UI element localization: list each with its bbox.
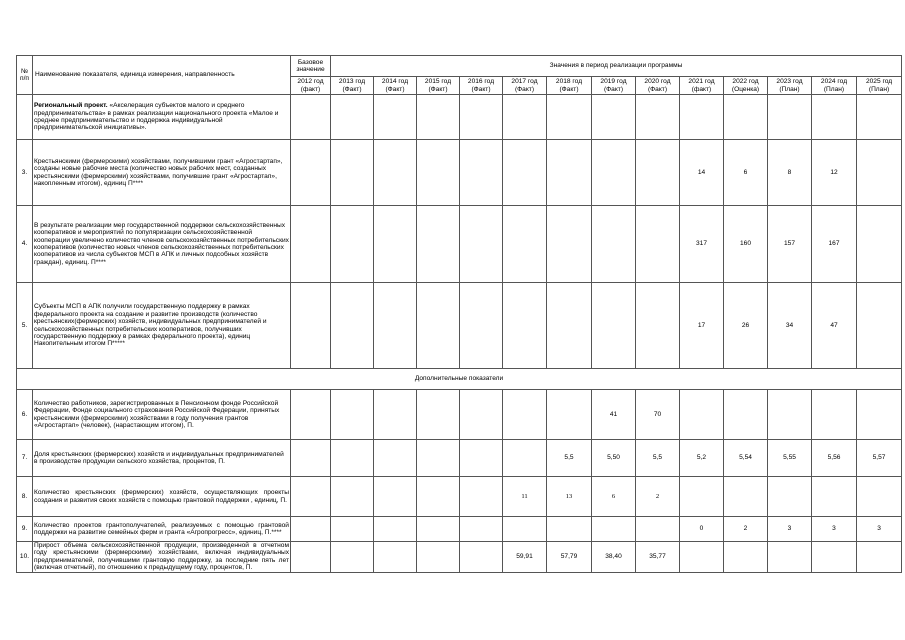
header-year: 2015 год (Факт) [417, 77, 460, 95]
value-cell [291, 283, 331, 369]
value-cell [417, 440, 460, 477]
value-cell [331, 477, 374, 517]
value-cell [291, 206, 331, 283]
value-cell [417, 517, 460, 542]
value-cell [503, 517, 547, 542]
value-cell [503, 206, 547, 283]
value-cell [331, 542, 374, 573]
indicator-name: Субъекты МСП в АПК получили государственную поддержку в рамках федерального проекта на создание и развитие производств (количество крестьянских(фермерских) хозяйств, индивидуальных предпринимателей и сельскохозяйственных потребительских кооперативов, получивших государственную поддержку в рамках федерального проекта), единиц Накопительным итогом П***** [33, 283, 291, 369]
value-cell [374, 542, 417, 573]
value-cell [460, 477, 503, 517]
header-year: 2017 год (Факт) [503, 77, 547, 95]
header-year: 2025 год (План) [857, 77, 902, 95]
indicator-name: Прирост объема сельскохозяйственной продукции, произведенной в отчетном году крестьянскими (фермерскими) хозяйствами, включая индивидуальных предпринимателей, получившими грантовую поддержку, за последние пять лет (включая отчетный), по отношению к предыдущему году, процентов, П. [34, 542, 289, 572]
header-base: Базовое значение [291, 56, 331, 77]
value-cell [291, 477, 331, 517]
value-cell: 26 [724, 283, 768, 369]
table-row [17, 440, 902, 477]
value-cell [636, 140, 680, 206]
value-cell: 5,57 [857, 440, 902, 477]
value-cell [291, 517, 331, 542]
indicator-name: Крестьянскими (фермерскими) хозяйствами, получившими грант «Агростартап», созданы новые рабочие места (количество новых рабочих мест, созданных крестьянскими (фермерскими) хозяйствами, получившие грант «Агростартап», накопленным итогом), единиц П**** [33, 140, 291, 206]
value-cell [636, 517, 680, 542]
project-title: Региональный проект. [34, 102, 108, 110]
header-year: 2021 год (факт) [680, 77, 724, 95]
value-cell [768, 542, 812, 573]
value-cell [547, 206, 592, 283]
empty-cell [547, 95, 592, 140]
header-name: Наименование показателя, единица измерения, направленность [33, 56, 291, 95]
row-number: 3. [17, 140, 33, 206]
value-cell [291, 542, 331, 573]
value-cell [768, 477, 812, 517]
value-cell [857, 206, 902, 283]
header-year: 2023 год (План) [768, 77, 812, 95]
value-cell [857, 283, 902, 369]
value-cell: 12 [812, 140, 857, 206]
row-number: 9. [17, 517, 33, 542]
value-cell: 41 [592, 390, 636, 440]
value-cell [291, 440, 331, 477]
value-cell [857, 477, 902, 517]
section-row [17, 369, 902, 390]
value-cell [417, 477, 460, 517]
value-cell: 2 [636, 477, 680, 517]
value-cell: 167 [812, 206, 857, 283]
header-year: 2016 год (Факт) [460, 77, 503, 95]
value-cell: 3 [857, 517, 902, 542]
value-cell: 5,56 [812, 440, 857, 477]
value-cell [680, 390, 724, 440]
project-title-cell [33, 95, 291, 140]
value-cell: 0 [680, 517, 724, 542]
value-cell: 2 [724, 517, 768, 542]
value-cell [592, 517, 636, 542]
value-cell [768, 390, 812, 440]
value-cell: 317 [680, 206, 724, 283]
value-cell: 11 [503, 477, 547, 517]
value-cell: 6 [592, 477, 636, 517]
empty-cell [291, 95, 331, 140]
value-cell [417, 206, 460, 283]
value-cell [331, 140, 374, 206]
value-cell [374, 140, 417, 206]
value-cell [547, 140, 592, 206]
row-number: 5. [17, 283, 33, 369]
value-cell [547, 517, 592, 542]
empty-cell [768, 95, 812, 140]
value-cell: 34 [768, 283, 812, 369]
empty-cell [460, 95, 503, 140]
header-year: 2012 год (факт) [291, 77, 331, 95]
value-cell: 17 [680, 283, 724, 369]
value-cell [724, 390, 768, 440]
value-cell: 70 [636, 390, 680, 440]
indicator-name: Количество крестьянских (фермерских) хозяйств, осуществляющих проекты создания и развития своих хозяйств с помощью грантовой поддержки , единиц, П. [33, 477, 291, 517]
table-row [17, 206, 902, 283]
value-cell [680, 477, 724, 517]
value-cell: 13 [547, 477, 592, 517]
value-cell [331, 283, 374, 369]
header-year: 2020 год (Факт) [636, 77, 680, 95]
value-cell [547, 390, 592, 440]
value-cell [460, 206, 503, 283]
value-cell [812, 390, 857, 440]
value-cell [592, 206, 636, 283]
value-cell [503, 440, 547, 477]
value-cell: 5,2 [680, 440, 724, 477]
value-cell [547, 283, 592, 369]
indicator-name: Количество работников, зарегистрированных в Пенсионном фонде Российской Федерации, Фонде социального страхования Российской Федерации, принятых крестьянскими (фермерскими) хозяйствами в году получения грантов «Агростартап» (человек), (нарастающим итогом), П. [33, 390, 291, 440]
value-cell [724, 542, 768, 573]
empty-cell [374, 95, 417, 140]
value-cell [374, 283, 417, 369]
value-cell [374, 517, 417, 542]
value-cell: 157 [768, 206, 812, 283]
value-cell [503, 390, 547, 440]
empty-cell [503, 95, 547, 140]
value-cell [724, 477, 768, 517]
value-cell [857, 390, 902, 440]
value-cell [592, 283, 636, 369]
value-cell: 5,50 [592, 440, 636, 477]
table-row [17, 477, 902, 517]
header-year: 2013 год (Факт) [331, 77, 374, 95]
value-cell [374, 477, 417, 517]
value-cell [857, 542, 902, 573]
value-cell [331, 206, 374, 283]
value-cell [460, 440, 503, 477]
value-cell [331, 390, 374, 440]
value-cell [812, 477, 857, 517]
value-cell [636, 206, 680, 283]
value-cell [374, 440, 417, 477]
value-cell: 5,54 [724, 440, 768, 477]
indicators-table [16, 55, 902, 573]
value-cell [291, 140, 331, 206]
value-cell: 8 [768, 140, 812, 206]
empty-cell [592, 95, 636, 140]
table-row [17, 390, 902, 440]
value-cell [460, 390, 503, 440]
table-row [17, 283, 902, 369]
empty-cell [724, 95, 768, 140]
value-cell [460, 283, 503, 369]
value-cell: 59,91 [503, 542, 547, 573]
row-number: 4. [17, 206, 33, 283]
value-cell: 5,5 [547, 440, 592, 477]
value-cell [417, 542, 460, 573]
value-cell: 57,79 [547, 542, 592, 573]
value-cell [503, 140, 547, 206]
header-period: Значения в период реализации программы [331, 56, 902, 77]
value-cell: 47 [812, 283, 857, 369]
header-num: № п/п [17, 56, 33, 95]
table-row [17, 542, 902, 573]
empty-cell [812, 95, 857, 140]
project-text: «Акселерация субъектов малого и среднего предпринимательства» в рамках реализации национального проекта «Малое и среднее предпринимательство и поддержка индивидуальной предпринимательской инициативы». [34, 102, 279, 132]
value-cell [331, 440, 374, 477]
indicator-name: Количество проектов грантополучателей, реализуемых с помощью грантовой поддержки на развитие семейных ферм и гранта «Агропрогресс», единиц, П.**** [33, 517, 291, 542]
value-cell [857, 140, 902, 206]
row-number: 10. [17, 542, 33, 573]
value-cell: 3 [768, 517, 812, 542]
value-cell [460, 542, 503, 573]
empty-cell [857, 95, 902, 140]
table-row [17, 517, 902, 542]
value-cell [680, 542, 724, 573]
header-year: 2014 год (Факт) [374, 77, 417, 95]
value-cell [374, 206, 417, 283]
value-cell: 38,40 [592, 542, 636, 573]
value-cell: 160 [724, 206, 768, 283]
header-year: 2018 год (Факт) [547, 77, 592, 95]
value-cell: 35,77 [636, 542, 680, 573]
row-number: 8. [17, 477, 33, 517]
value-cell [417, 390, 460, 440]
indicator-name: Доля крестьянских (фермерских) хозяйств и индивидуальных предпринимателей в производстве продукции сельского хозяйства, процентов, П. [33, 440, 291, 477]
value-cell: 6 [724, 140, 768, 206]
empty-cell [417, 95, 460, 140]
header-year: 2024 год (План) [812, 77, 857, 95]
header-year: 2019 год (Факт) [592, 77, 636, 95]
section-title: Дополнительные показатели [17, 369, 902, 390]
value-cell: 5,5 [636, 440, 680, 477]
indicator-name: В результате реализации мер государственной поддержки сельскохозяйственных кооперативов и мероприятий по популяризации сельскохозяйственной кооперации увеличено количество членов сельскохозяйственных потребительских кооперативов (количество новых членов сельскохозяйственных потребительских кооперативов из числа субъектов МСП в АПК и личных подсобных хозяйств граждан), единиц. П**** [33, 206, 291, 283]
value-cell: 3 [812, 517, 857, 542]
row-number: 7. [17, 440, 33, 477]
value-cell [417, 283, 460, 369]
value-cell [592, 140, 636, 206]
row-number [17, 95, 33, 140]
table-row [17, 140, 902, 206]
value-cell [374, 390, 417, 440]
header-year: 2022 год (Оценка) [724, 77, 768, 95]
value-cell [503, 283, 547, 369]
empty-cell [636, 95, 680, 140]
empty-cell [680, 95, 724, 140]
value-cell: 14 [680, 140, 724, 206]
value-cell [291, 390, 331, 440]
row-number: 6. [17, 390, 33, 440]
value-cell [417, 140, 460, 206]
empty-cell [331, 95, 374, 140]
value-cell [331, 517, 374, 542]
value-cell [636, 283, 680, 369]
value-cell: 5,55 [768, 440, 812, 477]
value-cell [812, 542, 857, 573]
project-row [17, 95, 902, 140]
value-cell [460, 517, 503, 542]
value-cell [460, 140, 503, 206]
